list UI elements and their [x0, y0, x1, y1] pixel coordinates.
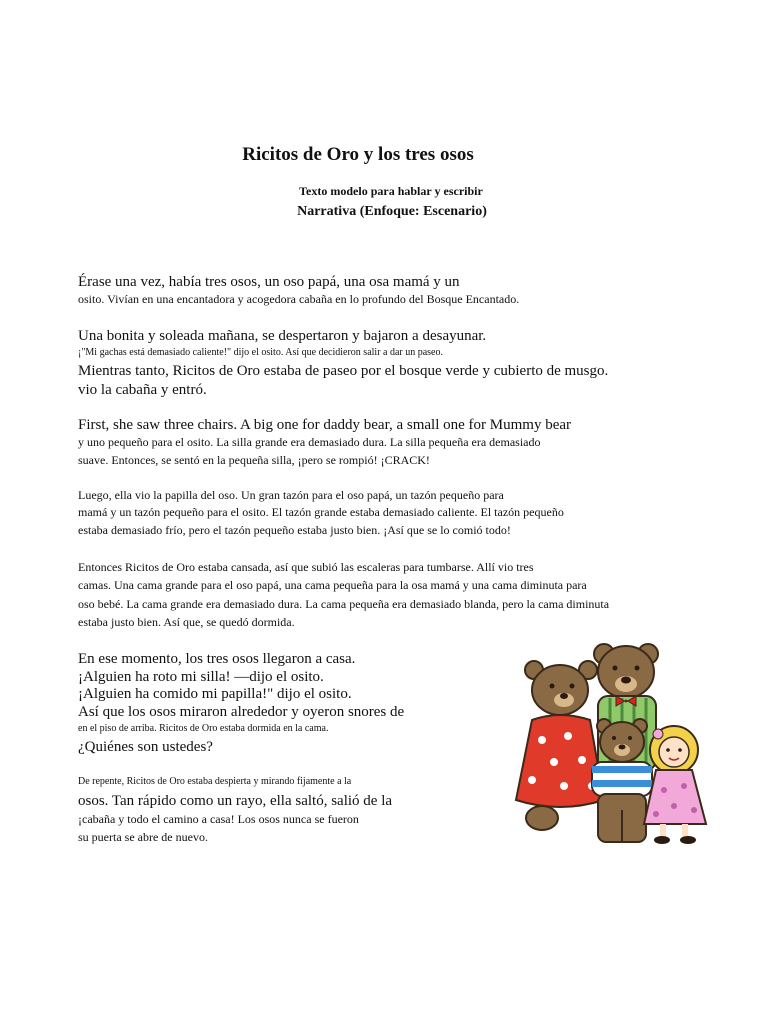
story-line: osito. Vivían en una encantadora y acogedora cabaña en lo profundo del Bosque Encantado. [78, 292, 520, 306]
story-line: ¿Quiénes son ustedes? [78, 739, 213, 755]
story-line: Entonces Ricitos de Oro estaba cansada, así que subió las escaleras para tumbarse. Allí vio tres [78, 560, 534, 574]
document-genre: Narrativa (Enfoque: Escenario) [297, 204, 487, 219]
story-line: estaba justo bien. Así que, se quedó dormida. [78, 615, 295, 629]
story-line: Así que los osos miraron alrededor y oyeron snores de [78, 704, 405, 720]
story-line: En ese momento, los tres osos llegaron a casa. [78, 651, 356, 667]
story-line: Érase una vez, había tres osos, un oso papá, una osa mamá y un [78, 274, 460, 290]
story-line: ¡Alguien ha comido mi papilla!" dijo el osito. [78, 686, 352, 702]
story-line: De repente, Ricitos de Oro estaba despierta y mirando fijamente a la [78, 776, 352, 787]
story-line: First, she saw three chairs. A big one for daddy bear, a small one for Mummy bear [78, 417, 572, 433]
story-line: ¡"Mi gachas está demasiado caliente!" dijo el osito. Así que decidieron salir a dar un paseo. [78, 347, 443, 358]
story-line: ¡cabaña y todo el camino a casa! Los osos nunca se fueron [78, 812, 359, 826]
mama-bear [516, 661, 604, 830]
document-title: Ricitos de Oro y los tres osos [242, 144, 474, 165]
story-line: Luego, ella vio la papilla del oso. Un gran tazón para el oso papá, un tazón pequeño para [78, 488, 504, 502]
story-line: suave. Entonces, se sentó en la pequeña silla, ¡pero se rompió! ¡CRACK! [78, 453, 430, 467]
document-subtitle: Texto modelo para hablar y escribir [299, 184, 483, 198]
story-line: camas. Una cama grande para el oso papá, una cama pequeña para la osa mamá y una cama diminuta para [78, 578, 587, 592]
story-line: osos. Tan rápido como un rayo, ella saltó, salió de la [78, 793, 393, 809]
story-line: ¡Alguien ha roto mi silla! —dijo el osito. [78, 669, 324, 685]
story-line: estaba demasiado frío, pero el tazón pequeño estaba justo bien. ¡Así que se lo comió todo! [78, 523, 511, 537]
story-line: mamá y un tazón pequeño para el osito. El tazón grande estaba demasiado caliente. El tazón pequeño [78, 505, 564, 519]
story-line: en el piso de arriba. Ricitos de Oro estaba dormida en la cama. [78, 723, 329, 734]
goldilocks [644, 726, 706, 844]
story-line: Una bonita y soleada mañana, se despertaron y bajaron a desayunar. [78, 328, 487, 344]
story-line: y uno pequeño para el osito. La silla grande era demasiado dura. La silla pequeña era demasiado [78, 435, 541, 449]
baby-bear [592, 719, 652, 842]
story-line: vio la cabaña y entró. [78, 382, 207, 398]
story-line: su puerta se abre de nuevo. [78, 830, 208, 844]
story-line: oso bebé. La cama grande era demasiado dura. La cama pequeña era demasiado blanda, pero la cama diminuta [78, 597, 610, 611]
story-line: Mientras tanto, Ricitos de Oro estaba de paseo por el bosque verde y cubierto de musgo. [78, 363, 609, 379]
three-bears-and-goldilocks-illustration [512, 640, 712, 850]
